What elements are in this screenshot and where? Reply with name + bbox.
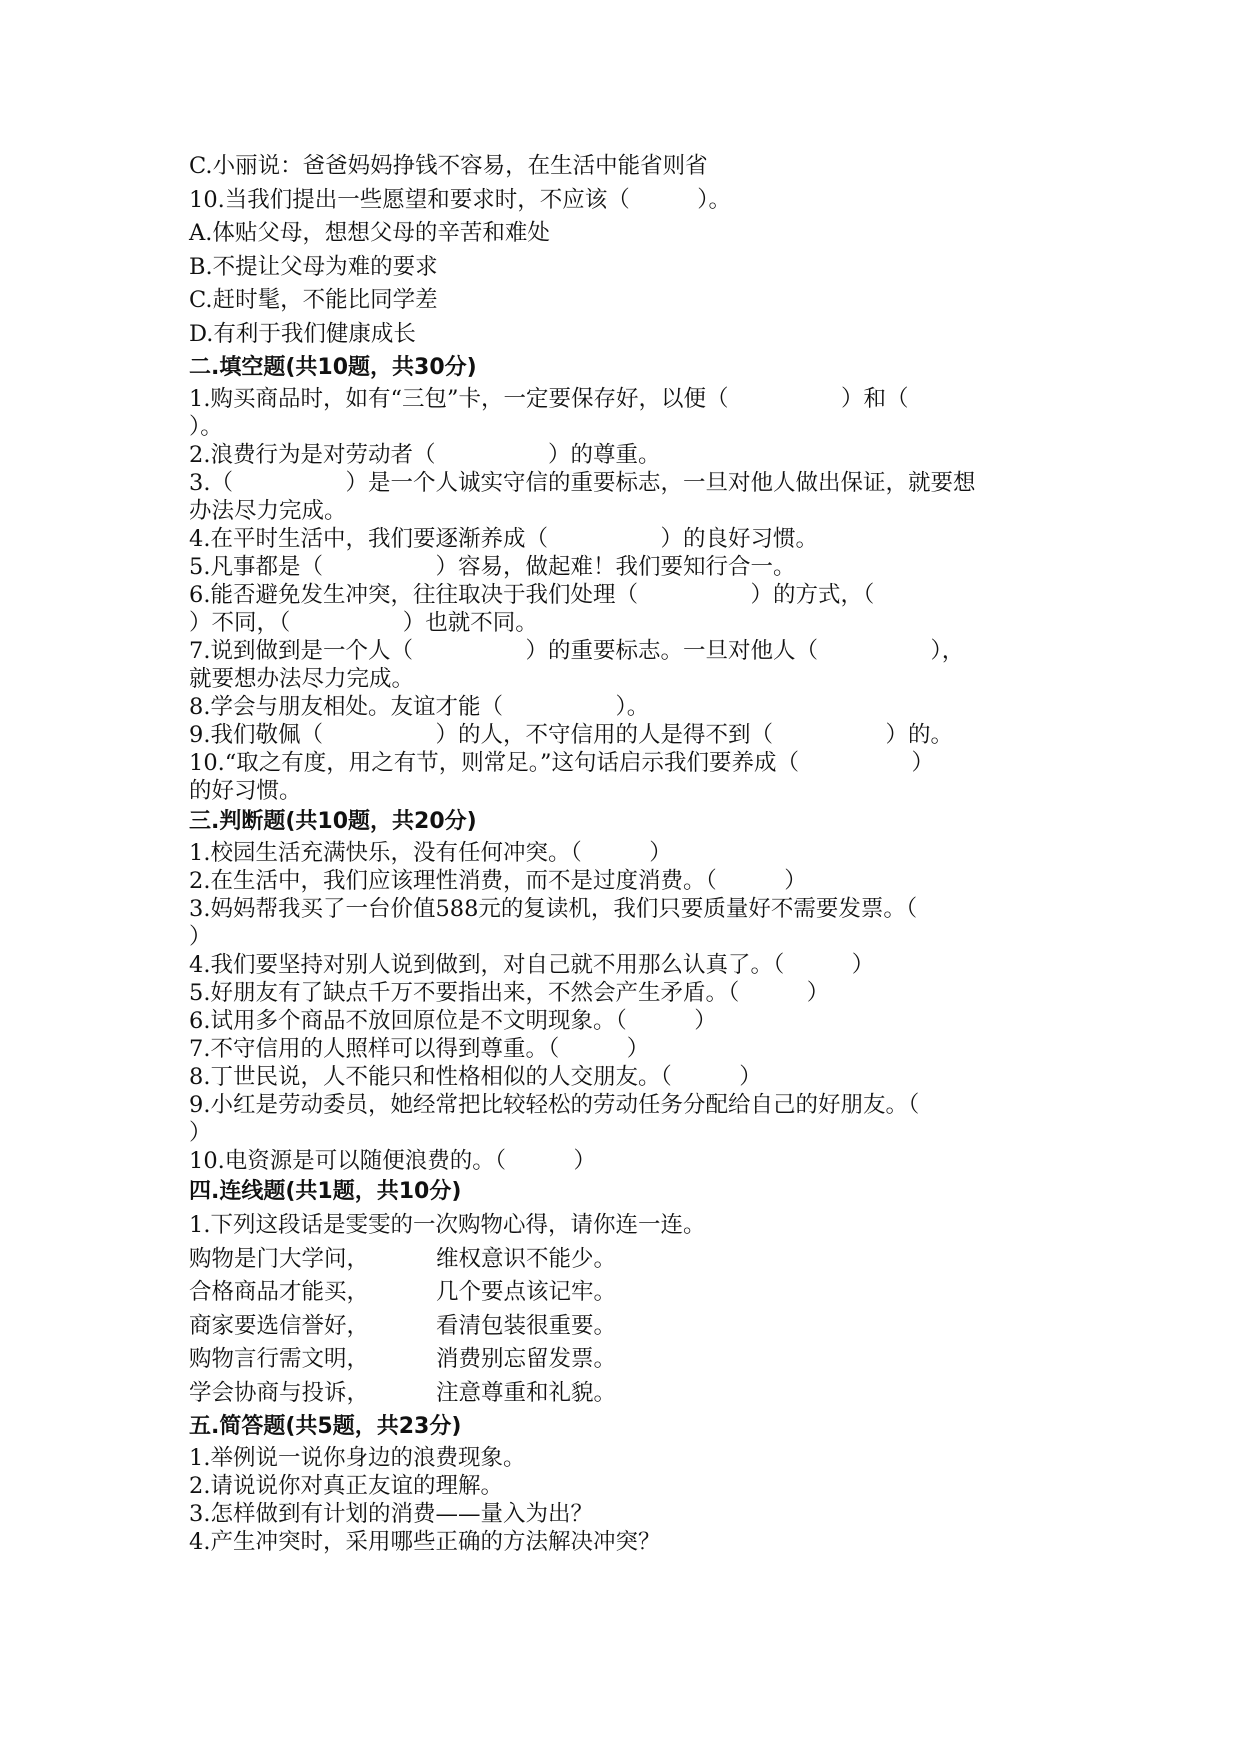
section-fill-blank bbox=[189, 351, 1079, 805]
section-heading: 四.连线题(共1题，共10分) bbox=[189, 1179, 462, 1204]
matching-row bbox=[189, 1377, 1079, 1411]
exam-page bbox=[189, 150, 1079, 1556]
question-line: 4.产生冲突时，采用哪些正确的方法解决冲突？ bbox=[189, 1529, 661, 1555]
matching-row bbox=[189, 1310, 1079, 1344]
question-line: 4.我们要坚持对别人说到做到，对自己就不用那么认真了。（ ） bbox=[189, 952, 875, 978]
matching-left-item: 商家要选信誉好， bbox=[189, 1312, 370, 1339]
question-line: 1.校园生活充满快乐，没有任何冲突。（ ） bbox=[189, 840, 672, 866]
question-line: 2.请说说你对真正友谊的理解。 bbox=[189, 1473, 503, 1499]
option-line: C.赶时髦，不能比同学差 bbox=[189, 287, 438, 313]
question-line: 10.当我们提出一些愿望和要求时，不应该（ ）。 bbox=[189, 186, 732, 213]
question-line: 5.凡事都是（ ）容易，做起难！我们要知行合一。 bbox=[189, 554, 796, 580]
question-line: 10.“取之有度，用之有节，则常足。”这句话启示我们要养成（ ） 的好习惯。 bbox=[189, 750, 935, 804]
question-line: 2.浪费行为是对劳动者（ ）的尊重。 bbox=[189, 442, 661, 468]
matching-right-item: 维权意识不能少。 bbox=[436, 1245, 617, 1272]
section-matching bbox=[189, 1175, 1079, 1410]
section-heading: 五.简答题(共5题，共23分) bbox=[189, 1414, 462, 1439]
question-line: 10.电资源是可以随便浪费的。（ ） bbox=[189, 1148, 597, 1174]
question-line: 3.（ ）是一个人诚实守信的重要标志，一旦对他人做出保证，就要想 办法尽力完成。 bbox=[189, 470, 976, 524]
section-short-answer bbox=[189, 1410, 1079, 1556]
matching-right-item: 注意尊重和礼貌。 bbox=[436, 1379, 617, 1406]
section-heading: 二.填空题(共10题，共30分) bbox=[189, 355, 477, 380]
option-line: D.有利于我们健康成长 bbox=[189, 320, 416, 347]
matching-left-item: 合格商品才能买， bbox=[189, 1279, 370, 1305]
question-line: 8.丁世民说，人不能只和性格相似的人交朋友。（ ） bbox=[189, 1064, 762, 1090]
matching-left-item: 学会协商与投诉， bbox=[189, 1379, 370, 1406]
question-line: 1.下列这段话是雯雯的一次购物心得，请你连一连。 bbox=[189, 1212, 706, 1238]
matching-row bbox=[189, 1243, 1079, 1277]
question-line: 9.小红是劳动委员，她经常把比较轻松的劳动任务分配给自己的好朋友。（ ） bbox=[189, 1092, 920, 1146]
section1-tail bbox=[189, 150, 1079, 351]
section-heading: 三.判断题(共10题，共20分) bbox=[189, 809, 477, 834]
section-true-false bbox=[189, 805, 1079, 1175]
matching-right-item: 消费别忘留发票。 bbox=[436, 1346, 617, 1372]
question-line: 9.我们敬佩（ ）的人，不守信用的人是得不到（ ）的。 bbox=[189, 722, 953, 748]
matching-right-item: 几个要点该记牢。 bbox=[436, 1279, 617, 1305]
option-line: B.不提让父母为难的要求 bbox=[189, 253, 438, 280]
matching-row bbox=[189, 1276, 1079, 1310]
question-line: C.小丽说：爸爸妈妈挣钱不容易，在生活中能省则省 bbox=[189, 153, 708, 179]
question-line: 1.举例说一说你身边的浪费现象。 bbox=[189, 1445, 526, 1471]
question-line: 6.能否避免发生冲突，往往取决于我们处理（ ）的方式，（ ）不同，（ ）也就不同。 bbox=[189, 582, 875, 636]
matching-right-item: 看清包装很重要。 bbox=[436, 1312, 617, 1339]
matching-left-item: 购物是门大学问， bbox=[189, 1245, 370, 1272]
question-line: 2.在生活中，我们应该理性消费，而不是过度消费。（ ） bbox=[189, 868, 807, 894]
matching-row bbox=[189, 1343, 1079, 1377]
question-line: 3.怎样做到有计划的消费——量入为出？ bbox=[189, 1501, 593, 1527]
question-line: 7.不守信用的人照样可以得到尊重。（ ） bbox=[189, 1036, 650, 1062]
question-line: 5.好朋友有了缺点千万不要指出来，不然会产生矛盾。（ ） bbox=[189, 980, 830, 1006]
question-line: 3.妈妈帮我买了一台价值588元的复读机，我们只要质量好不需要发票。（ ） bbox=[189, 896, 918, 950]
question-line: 7.说到做到是一个人（ ）的重要标志。一旦对他人（ ）， 就要想办法尽力完成。 bbox=[189, 638, 965, 692]
question-line: 1.购买商品时，如有“三包”卡，一定要保存好，以便（ ）和（ ）。 bbox=[189, 386, 909, 440]
question-line: 6.试用多个商品不放回原位是不文明现象。（ ） bbox=[189, 1008, 717, 1034]
option-line: A.体贴父母，想想父母的辛苦和难处 bbox=[189, 220, 550, 246]
question-line: 8.学会与朋友相处。友谊才能（ ）。 bbox=[189, 694, 650, 720]
matching-left-item: 购物言行需文明， bbox=[189, 1346, 370, 1372]
question-line: 4.在平时生活中，我们要逐渐养成（ ）的良好习惯。 bbox=[189, 526, 818, 552]
